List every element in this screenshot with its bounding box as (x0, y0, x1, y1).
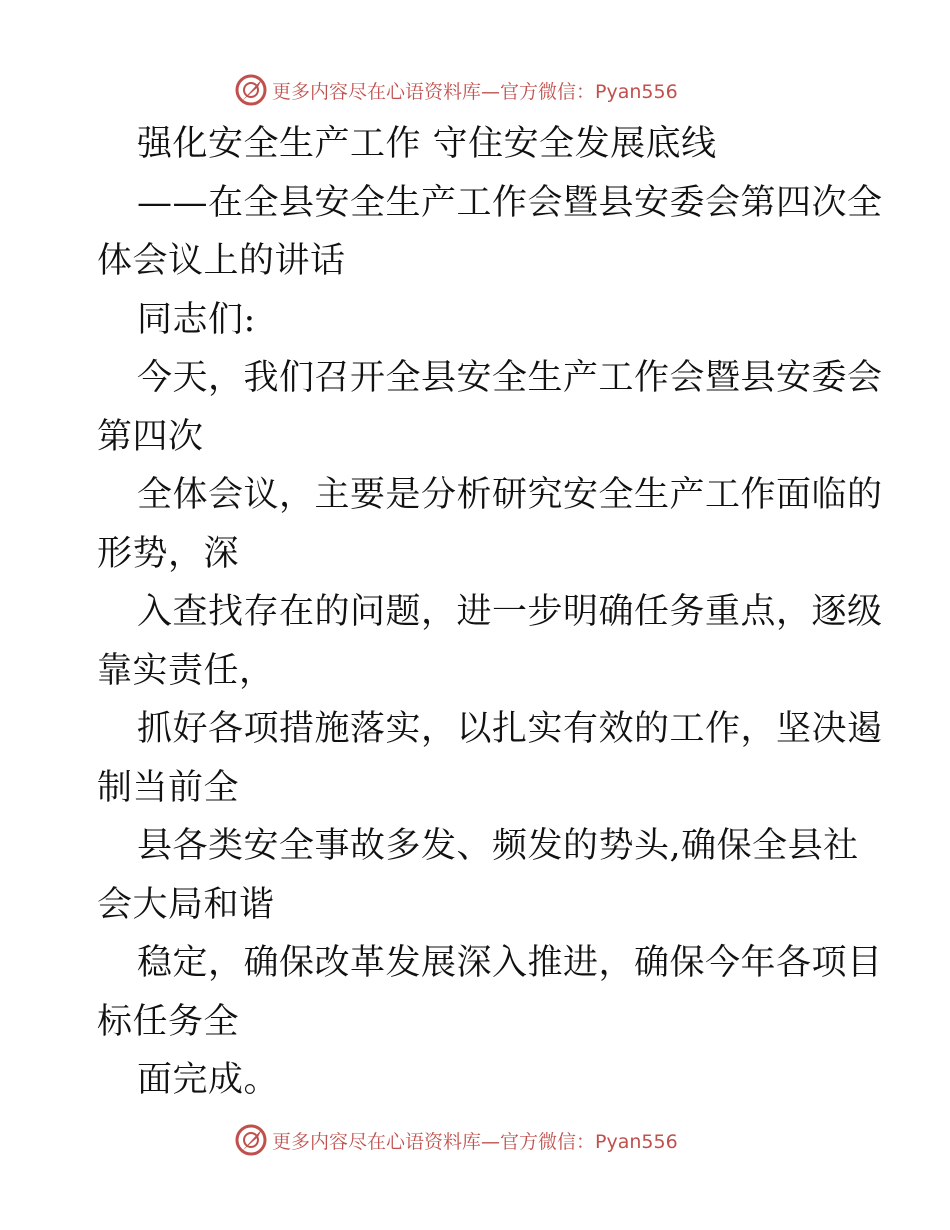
text-line: ——在全县安全生产工作会暨县安委会第四次全 (137, 182, 883, 223)
quill-logo-icon (234, 1123, 268, 1157)
watermark-footer (234, 1122, 734, 1158)
text-line: 抓好各项措施落实，以扎实有效的工作，坚决遏 (137, 709, 883, 749)
text-line: 稳定，确保改革发展深入推进，确保今年各项目 (137, 943, 883, 983)
text-line: 靠实责任， (97, 650, 275, 691)
text-line: 县各类安全事故多发、频发的势头,确保全县社 (137, 826, 859, 866)
text-line: 制当前全 (97, 767, 240, 808)
text-line: 体会议上的讲话 (97, 241, 346, 281)
watermark-text: 更多内容尽在心语资料库—官方微信：Pyan556 (272, 80, 678, 103)
text-line: 标任务全 (97, 1001, 240, 1042)
watermark-text: 更多内容尽在心语资料库—官方微信：Pyan556 (272, 1130, 678, 1153)
text-line: 形势，深 (97, 533, 240, 574)
text-line: 第四次 (97, 416, 204, 457)
text-line: 强化安全生产工作 守住安全发展底线 (137, 124, 717, 164)
watermark-header (234, 72, 734, 108)
text-line: 全体会议，主要是分析研究安全生产工作面临的 (137, 475, 883, 515)
text-line: 同志们: (137, 299, 256, 340)
text-line: 入查找存在的问题，进一步明确任务重点，逐级 (137, 592, 883, 632)
text-line: 会大局和谐 (97, 884, 275, 925)
document-body (97, 115, 883, 1110)
text-line: 面完成。 (137, 1060, 280, 1100)
text-line: 今天，我们召开全县安全生产工作会暨县安委会 (137, 358, 883, 398)
quill-logo-icon (234, 73, 268, 107)
